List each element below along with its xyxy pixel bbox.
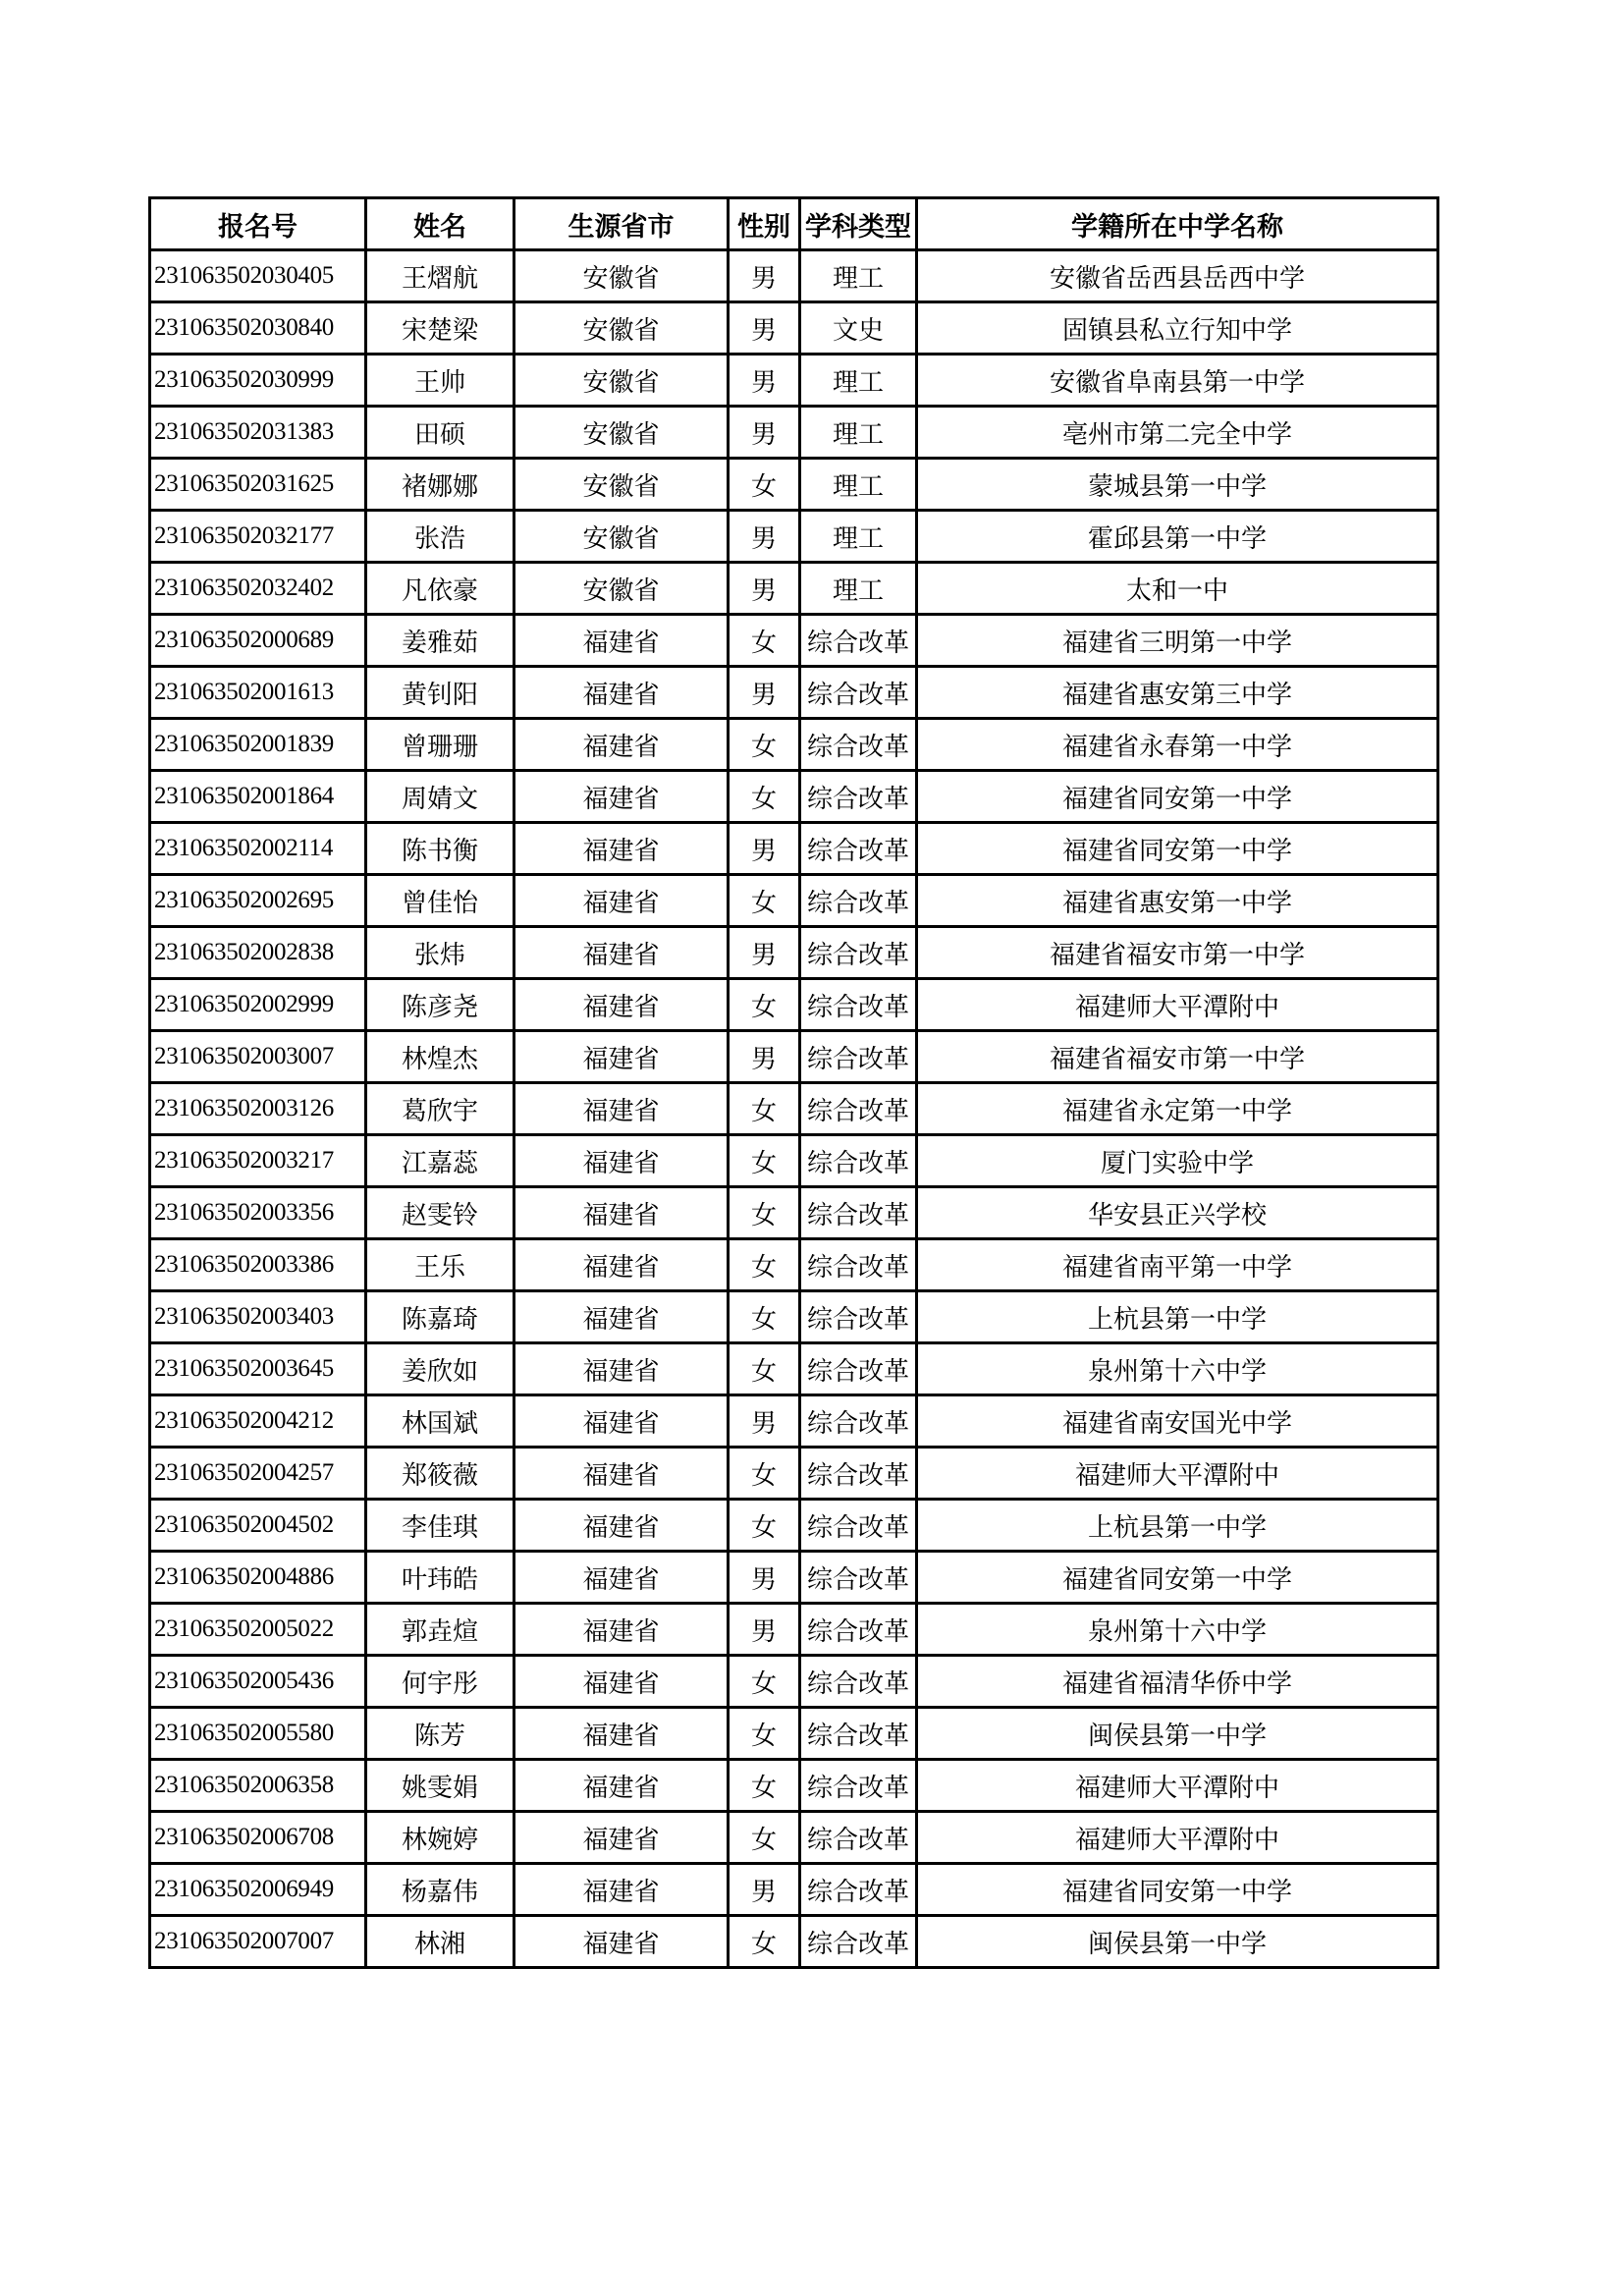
cell-province: 福建省: [514, 1656, 729, 1708]
cell-school-name: 福建省同安第一中学: [917, 771, 1438, 823]
cell-registration-number: 231063502006708: [150, 1812, 366, 1864]
cell-registration-number: 231063502004502: [150, 1500, 366, 1552]
cell-registration-number: 231063502004212: [150, 1395, 366, 1448]
table-row: [150, 302, 1438, 355]
cell-registration-number: 231063502003126: [150, 1083, 366, 1135]
cell-subject-type: 综合改革: [800, 1239, 917, 1291]
cell-gender: 女: [729, 875, 800, 927]
cell-registration-number: 231063502030840: [150, 302, 366, 355]
cell-registration-number: 231063502002114: [150, 823, 366, 875]
cell-subject-type: 综合改革: [800, 1343, 917, 1395]
cell-subject-type: 理工: [800, 355, 917, 407]
table-row: [150, 1552, 1438, 1604]
cell-school-name: 泉州第十六中学: [917, 1604, 1438, 1656]
cell-school-name: 泉州第十六中学: [917, 1343, 1438, 1395]
cell-subject-type: 综合改革: [800, 1604, 917, 1656]
cell-name: 何宇彤: [366, 1656, 514, 1708]
table-row: [150, 1812, 1438, 1864]
table-row: [150, 823, 1438, 875]
cell-subject-type: 综合改革: [800, 1395, 917, 1448]
cell-gender: 男: [729, 823, 800, 875]
cell-registration-number: 231063502006358: [150, 1760, 366, 1812]
cell-name: 叶玮皓: [366, 1552, 514, 1604]
cell-school-name: 福建省同安第一中学: [917, 823, 1438, 875]
cell-gender: 男: [729, 407, 800, 459]
cell-registration-number: 231063502003403: [150, 1291, 366, 1343]
cell-province: 福建省: [514, 1343, 729, 1395]
cell-school-name: 固镇县私立行知中学: [917, 302, 1438, 355]
table-row: [150, 1343, 1438, 1395]
cell-school-name: 福建师大平潭附中: [917, 1448, 1438, 1500]
cell-name: 杨嘉伟: [366, 1864, 514, 1916]
cell-province: 安徽省: [514, 459, 729, 511]
cell-school-name: 福建省同安第一中学: [917, 1864, 1438, 1916]
cell-registration-number: 231063502002695: [150, 875, 366, 927]
cell-school-name: 福建师大平潭附中: [917, 1760, 1438, 1812]
cell-subject-type: 理工: [800, 459, 917, 511]
cell-province: 福建省: [514, 1083, 729, 1135]
cell-subject-type: 综合改革: [800, 1135, 917, 1187]
cell-registration-number: 231063502003356: [150, 1187, 366, 1239]
table-row: [150, 407, 1438, 459]
cell-school-name: 福建省福安市第一中学: [917, 1031, 1438, 1083]
cell-registration-number: 231063502001839: [150, 719, 366, 771]
cell-name: 陈彦尧: [366, 979, 514, 1031]
header-school-name: 学籍所在中学名称: [917, 198, 1438, 250]
cell-name: 宋楚梁: [366, 302, 514, 355]
cell-subject-type: 综合改革: [800, 667, 917, 719]
cell-gender: 女: [729, 719, 800, 771]
cell-province: 福建省: [514, 875, 729, 927]
cell-gender: 男: [729, 1395, 800, 1448]
cell-school-name: 福建省永定第一中学: [917, 1083, 1438, 1135]
cell-registration-number: 231063502031625: [150, 459, 366, 511]
cell-province: 安徽省: [514, 355, 729, 407]
cell-subject-type: 理工: [800, 563, 917, 615]
cell-subject-type: 理工: [800, 511, 917, 563]
cell-gender: 女: [729, 1812, 800, 1864]
cell-subject-type: 综合改革: [800, 979, 917, 1031]
cell-school-name: 闽侯县第一中学: [917, 1916, 1438, 1968]
cell-name: 王帅: [366, 355, 514, 407]
cell-school-name: 福建省惠安第三中学: [917, 667, 1438, 719]
cell-province: 福建省: [514, 1031, 729, 1083]
cell-school-name: 安徽省阜南县第一中学: [917, 355, 1438, 407]
cell-gender: 男: [729, 563, 800, 615]
cell-province: 福建省: [514, 667, 729, 719]
cell-province: 福建省: [514, 1708, 729, 1760]
cell-registration-number: 231063502031383: [150, 407, 366, 459]
header-gender: 性别: [729, 198, 800, 250]
cell-subject-type: 综合改革: [800, 1760, 917, 1812]
cell-name: 林婉婷: [366, 1812, 514, 1864]
cell-name: 林湘: [366, 1916, 514, 1968]
cell-registration-number: 231063502004257: [150, 1448, 366, 1500]
cell-gender: 女: [729, 1916, 800, 1968]
cell-name: 曾珊珊: [366, 719, 514, 771]
cell-registration-number: 231063502001613: [150, 667, 366, 719]
cell-province: 安徽省: [514, 302, 729, 355]
cell-school-name: 福建省同安第一中学: [917, 1552, 1438, 1604]
cell-gender: 女: [729, 1239, 800, 1291]
cell-gender: 女: [729, 1291, 800, 1343]
cell-province: 福建省: [514, 1760, 729, 1812]
cell-subject-type: 综合改革: [800, 719, 917, 771]
table-row: [150, 667, 1438, 719]
cell-subject-type: 综合改革: [800, 927, 917, 979]
cell-name: 周婧文: [366, 771, 514, 823]
cell-school-name: 亳州市第二完全中学: [917, 407, 1438, 459]
cell-gender: 男: [729, 927, 800, 979]
cell-name: 李佳琪: [366, 1500, 514, 1552]
cell-name: 林煌杰: [366, 1031, 514, 1083]
cell-province: 福建省: [514, 1604, 729, 1656]
table-row: [150, 1239, 1438, 1291]
cell-gender: 女: [729, 615, 800, 667]
cell-province: 福建省: [514, 1448, 729, 1500]
cell-school-name: 蒙城县第一中学: [917, 459, 1438, 511]
cell-province: 福建省: [514, 1864, 729, 1916]
table-row: [150, 459, 1438, 511]
cell-name: 郑筱薇: [366, 1448, 514, 1500]
cell-subject-type: 综合改革: [800, 1500, 917, 1552]
cell-province: 福建省: [514, 1239, 729, 1291]
table-row: [150, 927, 1438, 979]
cell-province: 安徽省: [514, 511, 729, 563]
cell-gender: 男: [729, 667, 800, 719]
table-row: [150, 1656, 1438, 1708]
cell-name: 姚雯娟: [366, 1760, 514, 1812]
header-subject-type: 学科类型: [800, 198, 917, 250]
cell-gender: 男: [729, 1552, 800, 1604]
header-registration-number: 报名号: [150, 198, 366, 250]
cell-name: 林国斌: [366, 1395, 514, 1448]
cell-registration-number: 231063502003386: [150, 1239, 366, 1291]
cell-registration-number: 231063502003007: [150, 1031, 366, 1083]
cell-school-name: 福建省惠安第一中学: [917, 875, 1438, 927]
table-row: [150, 355, 1438, 407]
cell-school-name: 厦门实验中学: [917, 1135, 1438, 1187]
cell-subject-type: 综合改革: [800, 1187, 917, 1239]
table-row: [150, 615, 1438, 667]
cell-registration-number: 231063502000689: [150, 615, 366, 667]
cell-subject-type: 综合改革: [800, 1291, 917, 1343]
cell-province: 福建省: [514, 1395, 729, 1448]
cell-school-name: 福建师大平潭附中: [917, 979, 1438, 1031]
table-row: [150, 1395, 1438, 1448]
cell-gender: 男: [729, 1864, 800, 1916]
table-row: [150, 1916, 1438, 1968]
cell-name: 凡依豪: [366, 563, 514, 615]
table-row: [150, 1291, 1438, 1343]
cell-name: 田硕: [366, 407, 514, 459]
cell-province: 福建省: [514, 1187, 729, 1239]
cell-province: 福建省: [514, 1916, 729, 1968]
table-header-row: [150, 198, 1438, 250]
cell-school-name: 福建省南安国光中学: [917, 1395, 1438, 1448]
cell-gender: 女: [729, 1760, 800, 1812]
cell-gender: 女: [729, 1187, 800, 1239]
table-row: [150, 719, 1438, 771]
cell-province: 福建省: [514, 1135, 729, 1187]
cell-name: 陈嘉琦: [366, 1291, 514, 1343]
cell-gender: 女: [729, 1656, 800, 1708]
cell-name: 葛欣宇: [366, 1083, 514, 1135]
cell-school-name: 上杭县第一中学: [917, 1291, 1438, 1343]
cell-province: 福建省: [514, 1812, 729, 1864]
cell-school-name: 福建省福安市第一中学: [917, 927, 1438, 979]
cell-province: 福建省: [514, 615, 729, 667]
cell-school-name: 福建省永春第一中学: [917, 719, 1438, 771]
cell-subject-type: 综合改革: [800, 615, 917, 667]
cell-gender: 男: [729, 302, 800, 355]
cell-name: 王熠航: [366, 250, 514, 302]
cell-registration-number: 231063502002838: [150, 927, 366, 979]
cell-province: 安徽省: [514, 250, 729, 302]
cell-registration-number: 231063502006949: [150, 1864, 366, 1916]
cell-gender: 女: [729, 459, 800, 511]
cell-gender: 男: [729, 511, 800, 563]
cell-school-name: 福建师大平潭附中: [917, 1812, 1438, 1864]
cell-school-name: 福建省福清华侨中学: [917, 1656, 1438, 1708]
cell-province: 安徽省: [514, 407, 729, 459]
table-row: [150, 1448, 1438, 1500]
cell-subject-type: 综合改革: [800, 771, 917, 823]
cell-subject-type: 综合改革: [800, 1552, 917, 1604]
cell-registration-number: 231063502004886: [150, 1552, 366, 1604]
cell-subject-type: 综合改革: [800, 1656, 917, 1708]
cell-province: 福建省: [514, 927, 729, 979]
cell-name: 陈书衡: [366, 823, 514, 875]
cell-registration-number: 231063502007007: [150, 1916, 366, 1968]
header-name: 姓名: [366, 198, 514, 250]
cell-registration-number: 231063502005022: [150, 1604, 366, 1656]
table-row: [150, 771, 1438, 823]
cell-subject-type: 文史: [800, 302, 917, 355]
cell-gender: 男: [729, 355, 800, 407]
cell-gender: 男: [729, 1604, 800, 1656]
cell-school-name: 福建省南平第一中学: [917, 1239, 1438, 1291]
cell-gender: 女: [729, 979, 800, 1031]
table-row: [150, 875, 1438, 927]
table-row: [150, 511, 1438, 563]
cell-subject-type: 综合改革: [800, 1083, 917, 1135]
cell-subject-type: 理工: [800, 407, 917, 459]
cell-gender: 女: [729, 1500, 800, 1552]
cell-name: 赵雯铃: [366, 1187, 514, 1239]
cell-name: 王乐: [366, 1239, 514, 1291]
cell-gender: 女: [729, 1135, 800, 1187]
cell-registration-number: 231063502030405: [150, 250, 366, 302]
cell-registration-number: 231063502005436: [150, 1656, 366, 1708]
admission-list-table: [148, 196, 1439, 1969]
cell-subject-type: 综合改革: [800, 1708, 917, 1760]
cell-gender: 女: [729, 1708, 800, 1760]
cell-name: 黄钊阳: [366, 667, 514, 719]
cell-registration-number: 231063502030999: [150, 355, 366, 407]
cell-registration-number: 231063502002999: [150, 979, 366, 1031]
table-row: [150, 1135, 1438, 1187]
cell-registration-number: 231063502032177: [150, 511, 366, 563]
cell-name: 姜雅茹: [366, 615, 514, 667]
cell-registration-number: 231063502005580: [150, 1708, 366, 1760]
table-row: [150, 1500, 1438, 1552]
cell-subject-type: 综合改革: [800, 823, 917, 875]
cell-subject-type: 综合改革: [800, 875, 917, 927]
cell-gender: 女: [729, 1083, 800, 1135]
cell-registration-number: 231063502003645: [150, 1343, 366, 1395]
cell-name: 曾佳怡: [366, 875, 514, 927]
table-row: [150, 1708, 1438, 1760]
cell-name: 褚娜娜: [366, 459, 514, 511]
cell-school-name: 霍邱县第一中学: [917, 511, 1438, 563]
cell-name: 陈芳: [366, 1708, 514, 1760]
table-row: [150, 1760, 1438, 1812]
table-row: [150, 979, 1438, 1031]
cell-province: 福建省: [514, 1500, 729, 1552]
cell-school-name: 华安县正兴学校: [917, 1187, 1438, 1239]
cell-school-name: 太和一中: [917, 563, 1438, 615]
cell-name: 张浩: [366, 511, 514, 563]
cell-gender: 男: [729, 250, 800, 302]
cell-name: 张炜: [366, 927, 514, 979]
cell-province: 福建省: [514, 719, 729, 771]
cell-province: 福建省: [514, 979, 729, 1031]
cell-province: 安徽省: [514, 563, 729, 615]
cell-gender: 女: [729, 1448, 800, 1500]
cell-subject-type: 综合改革: [800, 1812, 917, 1864]
table-row: [150, 1031, 1438, 1083]
cell-province: 福建省: [514, 823, 729, 875]
cell-school-name: 闽侯县第一中学: [917, 1708, 1438, 1760]
cell-subject-type: 综合改革: [800, 1864, 917, 1916]
table-row: [150, 1187, 1438, 1239]
cell-gender: 女: [729, 771, 800, 823]
cell-registration-number: 231063502003217: [150, 1135, 366, 1187]
cell-subject-type: 综合改革: [800, 1448, 917, 1500]
table-row: [150, 1864, 1438, 1916]
cell-gender: 女: [729, 1343, 800, 1395]
cell-subject-type: 综合改革: [800, 1916, 917, 1968]
cell-school-name: 安徽省岳西县岳西中学: [917, 250, 1438, 302]
cell-registration-number: 231063502032402: [150, 563, 366, 615]
cell-school-name: 福建省三明第一中学: [917, 615, 1438, 667]
cell-subject-type: 理工: [800, 250, 917, 302]
table-row: [150, 563, 1438, 615]
cell-school-name: 上杭县第一中学: [917, 1500, 1438, 1552]
cell-name: 江嘉蕊: [366, 1135, 514, 1187]
cell-province: 福建省: [514, 771, 729, 823]
table-row: [150, 1083, 1438, 1135]
cell-registration-number: 231063502001864: [150, 771, 366, 823]
cell-gender: 男: [729, 1031, 800, 1083]
cell-province: 福建省: [514, 1291, 729, 1343]
header-province: 生源省市: [514, 198, 729, 250]
cell-subject-type: 综合改革: [800, 1031, 917, 1083]
cell-name: 郭垚煊: [366, 1604, 514, 1656]
table-row: [150, 250, 1438, 302]
table-row: [150, 1604, 1438, 1656]
cell-province: 福建省: [514, 1552, 729, 1604]
cell-name: 姜欣如: [366, 1343, 514, 1395]
